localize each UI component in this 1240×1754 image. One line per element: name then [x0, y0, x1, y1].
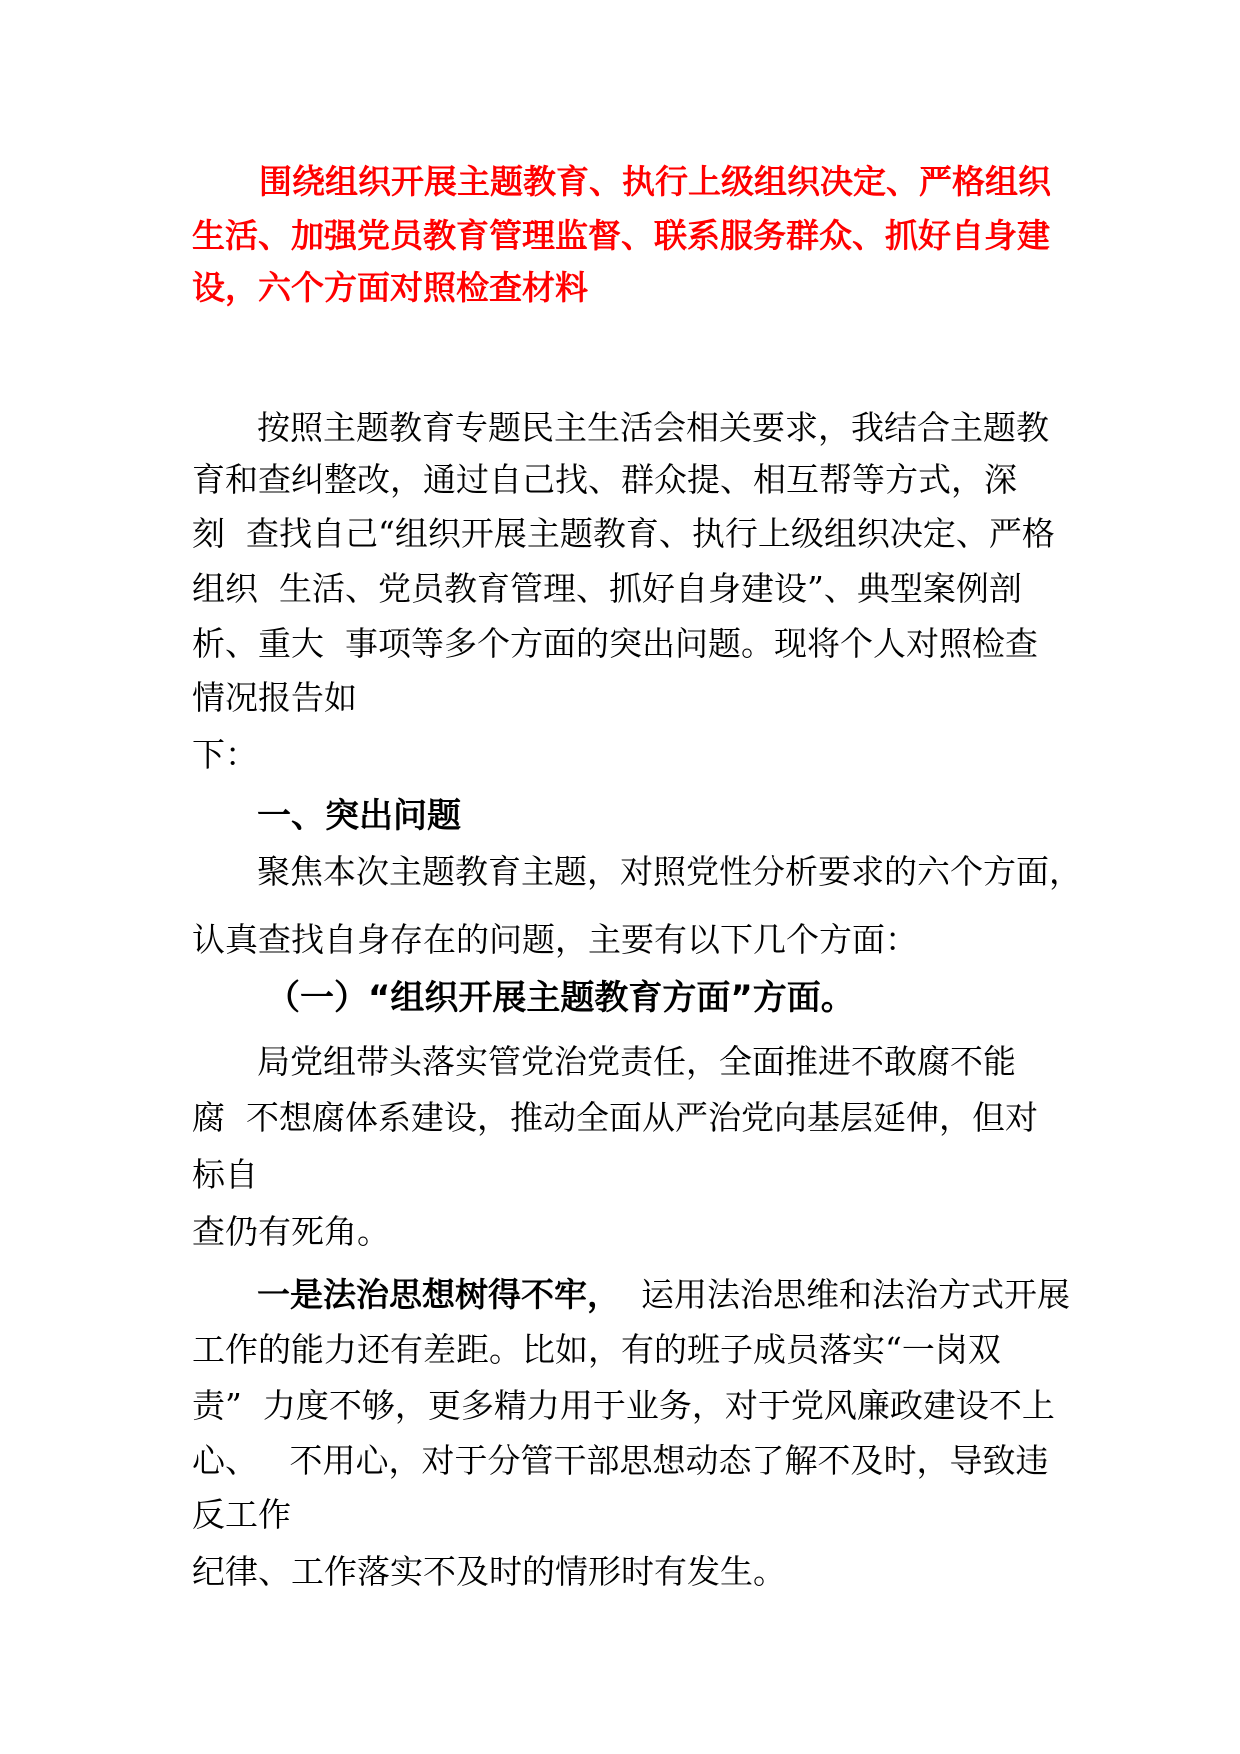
paragraph-line: 认真查找自身存在的问题，主要有以下几个方面： [192, 920, 918, 959]
paragraph-line: 按照主题教育专题民主生活会相关要求，我结合主题教 [257, 408, 1049, 447]
paragraph-line [257, 1275, 1070, 1315]
paragraph-line: 责” 力度不够，更多精力用于业务，对于党风廉政建设不上 [192, 1386, 1055, 1425]
paragraph-line: 育和查纠整改，通过自己找、群众提、相互帮等方式，深 [192, 460, 1017, 499]
paragraph-line: 纪律、工作落实不及时的情形时有发生。 [192, 1552, 786, 1591]
paragraph-line: 查仍有死角。 [192, 1212, 390, 1251]
paragraph-line: 刻 查找自己“组织开展主题教育、执行上级组织决定、严格 [192, 514, 1055, 553]
paragraph-line: 聚焦本次主题教育主题，对照党性分析要求的六个方面， [257, 852, 1082, 891]
paragraph-line: 心、 不用心，对于分管干部思想动态了解不及时，导致违 [192, 1441, 1049, 1480]
paragraph-line: 工作的能力还有差距。比如，有的班子成员落实“一岗双 [192, 1330, 1001, 1369]
paragraph-line: 腐 不想腐体系建设，推动全面从严治党向基层延伸，但对 [192, 1098, 1038, 1137]
title-line: 围绕组织开展主题教育、执行上级组织决定、严格组织 [259, 162, 1051, 201]
title-line: 生活、加强党员教育管理监督、联系服务群众、抓好自身建 [192, 216, 1050, 255]
paragraph-line: 反工作 [192, 1495, 291, 1534]
paragraph-line: 情况报告如 [192, 678, 357, 717]
section-heading: 一、突出问题 [257, 796, 461, 836]
paragraph-line: 析、重大 事项等多个方面的突出问题。现将个人对照检查 [192, 624, 1038, 663]
subsection-heading: （一）“组织开展主题教育方面”方面。 [266, 978, 855, 1018]
paragraph-line: 标自 [192, 1155, 258, 1194]
paragraph-line: 局党组带头落实管党治党责任，全面推进不敢腐不能 [257, 1042, 1016, 1081]
point-lead: 一是法治思想树得不牢， [257, 1275, 620, 1314]
point-text: 运用法治思维和法治方式开展 [620, 1275, 1070, 1314]
paragraph-line: 下： [192, 735, 258, 774]
title-line: 设，六个方面对照检查材料 [192, 268, 588, 307]
paragraph-line: 组织 生活、党员教育管理、抓好自身建设”、典型案例剖 [192, 569, 1022, 608]
